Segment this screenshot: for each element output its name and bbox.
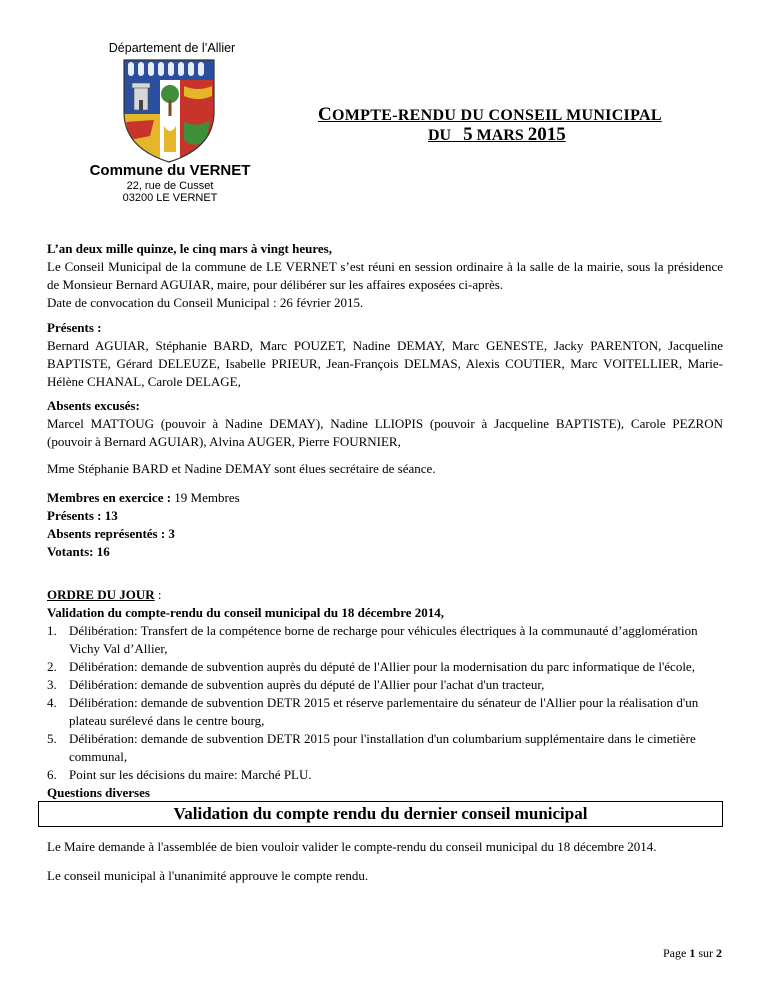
item-text: Point sur les décisions du maire: Marché PLU. (69, 767, 312, 782)
absents-block (47, 397, 723, 451)
item-number: 6. (47, 767, 57, 782)
address-line1: 22, rue de Cusset (126, 180, 214, 192)
title-year: 2015 (527, 124, 566, 145)
ordre-label: ORDRE DU JOUR (47, 587, 155, 602)
item-text: Délibération: Transfert de la compétence borne de recharge pour véhicules électriques à la communauté d’agglomération Vichy Val d’Allier, (69, 623, 698, 656)
coat-of-arms-icon (120, 56, 218, 164)
item-text: Délibération: demande de subvention DETR 2015 et réserve parlementaire du sénateur de l'Allier pour la réalisation d'un plateau surélevé dans le centre bourg, (69, 695, 699, 728)
list-item (47, 658, 723, 676)
agenda-list (47, 622, 723, 784)
item-number: 5. (47, 731, 57, 746)
membres-value: 19 Membres (171, 490, 240, 505)
list-item (47, 766, 723, 784)
absents-list: Marcel MATTOUG (pouvoir à Nadine DEMAY), Nadine LLIOPIS (pouvoir à Jacqueline BAPTISTE), Carole PEZRON (pouvoir à Bernard AGUIAR), Alvina AUGER, Pierre FOURNIER, (47, 416, 723, 449)
item-text: Délibération: demande de subvention auprès du député de l'Allier pour la modernisation du parc informatique de l'école, (69, 659, 695, 674)
item-number: 2. (47, 659, 57, 674)
page-prefix: Page (663, 946, 690, 960)
intro-heading: L’an deux mille quinze, le cinq mars à vingt heures, (47, 241, 332, 256)
item-number: 1. (47, 623, 57, 638)
presents-label: Présents : (47, 320, 102, 335)
commune-address (80, 180, 260, 204)
address-line2: 03200 LE VERNET (122, 192, 218, 204)
page-middle: sur (695, 946, 716, 960)
title-rest: OMPTE-RENDU DU CONSEIL MUNICIPAL (332, 107, 662, 124)
intro-text: Le Conseil Municipal de la commune de LE VERNET s’est réuni en session ordinaire à la salle de la mairie, sous la présidence de Monsieur Bernard AGUIAR, maire, pour délibérer sur les affaires exposées ci-après. (47, 259, 723, 292)
item-number: 3. (47, 677, 57, 692)
ordre-validation: Validation du compte-rendu du conseil municipal du 18 décembre 2014, (47, 605, 445, 620)
departement-label: Département de l’Allier (108, 41, 236, 55)
title-du: DU (428, 127, 452, 144)
document-title-line2 (428, 124, 566, 146)
presents-block (47, 319, 723, 391)
commune-name: Commune du VERNET (89, 162, 251, 179)
presents-count: Présents : 13 (47, 508, 118, 523)
section-title-box: Validation du compte rendu du dernier conseil municipal (38, 801, 723, 827)
membres-label: Membres en exercice : (47, 490, 172, 505)
document-title-line1 (318, 104, 662, 126)
list-item (47, 730, 723, 766)
counts-block (47, 489, 723, 561)
item-text: Délibération: demande de subvention DETR 2015 pour l'installation d'un columbarium supplémentaire dans le cimetière communal, (69, 731, 696, 764)
representes-count: Absents représentés : 3 (47, 526, 175, 541)
item-text: Délibération: demande de subvention auprès du député de l'Allier pour l'achat d'un tracteur, (69, 677, 545, 692)
title-initial: C (318, 104, 333, 125)
item-number: 4. (47, 695, 57, 710)
list-item (47, 622, 723, 658)
title-month: MARS (476, 127, 524, 144)
questions-diverses: Questions diverses (47, 785, 150, 800)
ordre-colon: : (154, 587, 162, 602)
convocation-date: Date de convocation du Conseil Municipal : 26 février 2015. (47, 295, 364, 310)
title-day: 5 (463, 124, 473, 145)
ordre-du-jour (47, 586, 723, 802)
page-total: 2 (716, 946, 722, 960)
page-current: 1 (689, 946, 696, 960)
section-paragraph-2: Le conseil municipal à l'unanimité approuve le compte rendu. (47, 868, 369, 883)
page-number (600, 946, 722, 961)
presents-list: Bernard AGUIAR, Stéphanie BARD, Marc POUZET, Nadine DEMAY, Marc GENESTE, Jacky PARENTON, Jacqueline BAPTISTE, Gérard DELEUZE, Isabelle PRIEUR, Jean-François DELMAS, Alexis COUTIER, Marc VOITELLIER, Marie-Hélène CHANAL, Carole DELAGE, (47, 338, 723, 389)
intro-block (47, 240, 723, 312)
list-item (47, 676, 723, 694)
list-item (47, 694, 723, 730)
absents-label: Absents excusés: (47, 398, 140, 413)
section-paragraph-1: Le Maire demande à l'assemblée de bien vouloir valider le compte-rendu du conseil municipal du 18 décembre 2014. (47, 839, 657, 854)
secretaire-line: Mme Stéphanie BARD et Nadine DEMAY sont élues secrétaire de séance. (47, 461, 436, 476)
votants-count: Votants: 16 (47, 544, 110, 559)
